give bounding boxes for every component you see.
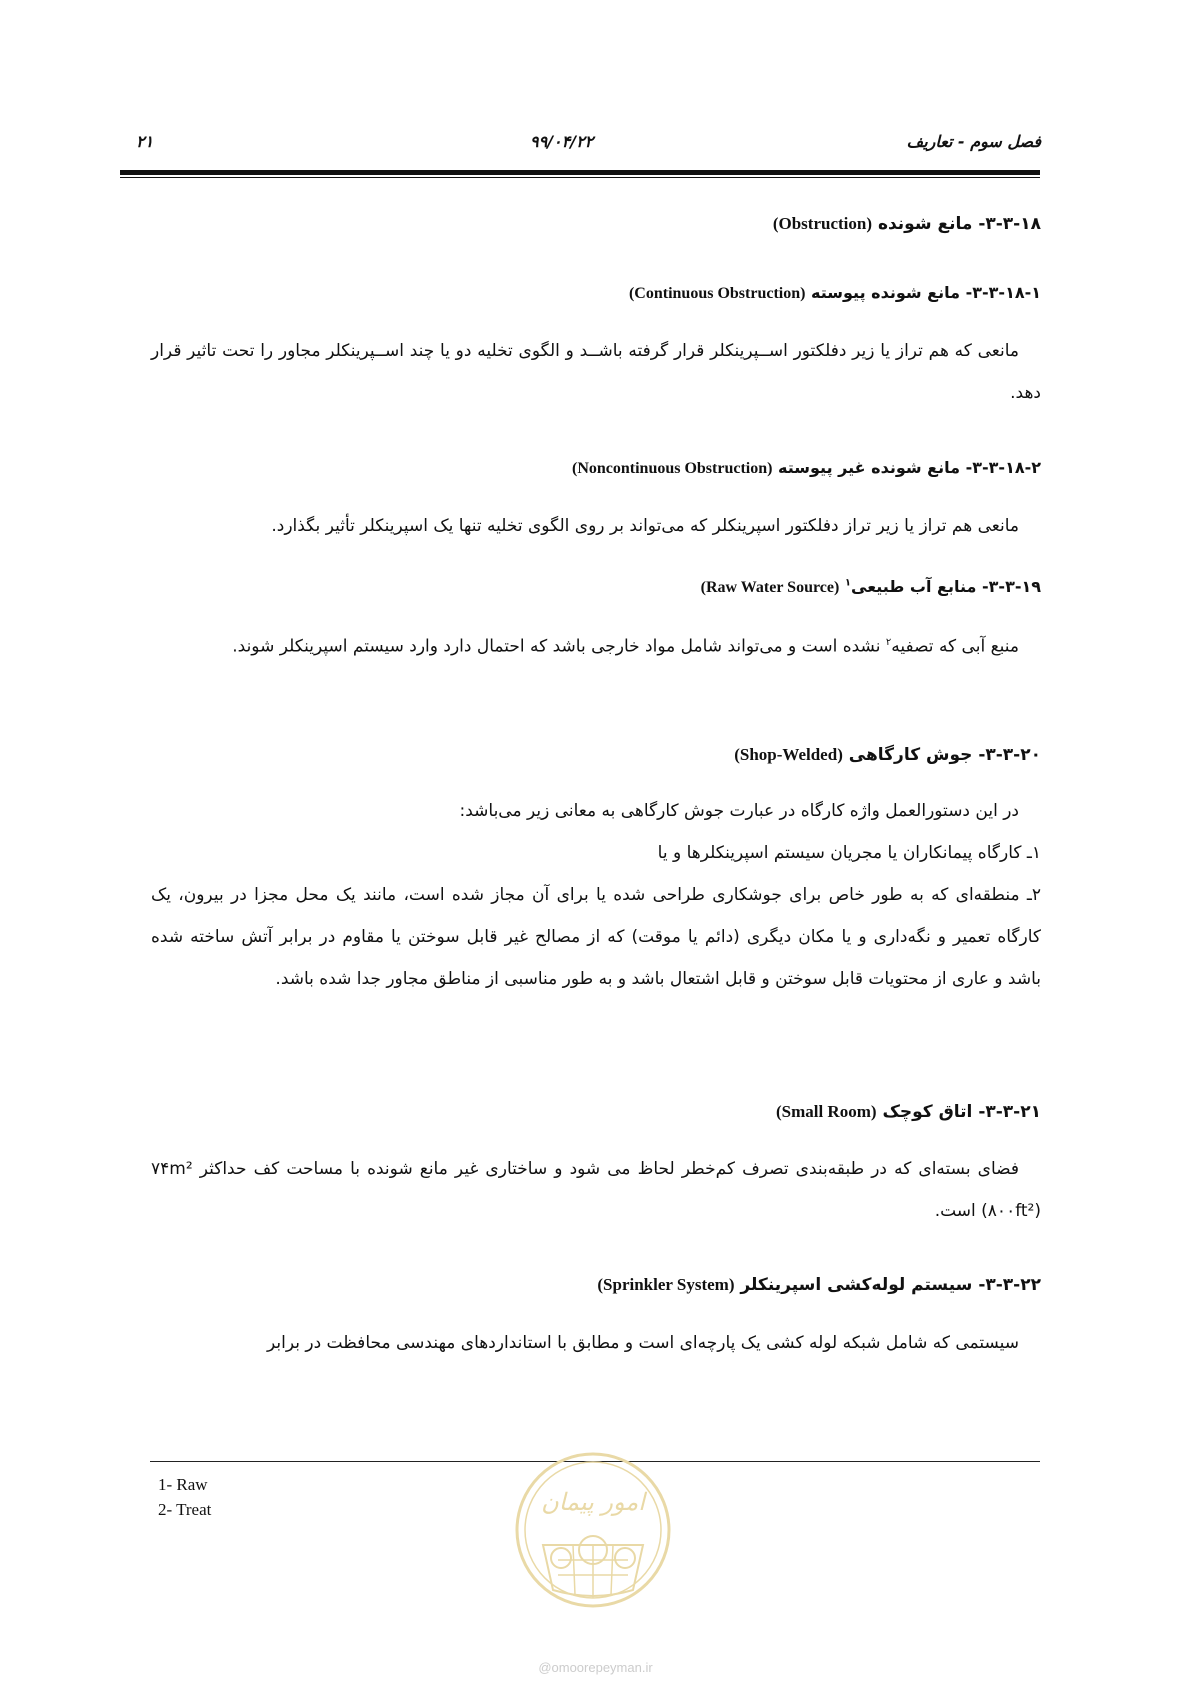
heading-title: مانع شونده	[877, 214, 973, 234]
heading-english: (Continuous Obstruction)	[628, 285, 806, 302]
heading-english: (Raw Water Source)	[700, 579, 840, 596]
chapter-title: فصل سوم - تعاریف	[906, 132, 1041, 151]
header-rule-thin	[120, 177, 1040, 178]
heading-number: ۳-۳-۲۰-	[978, 745, 1041, 765]
paragraph-sprinkler-system: سیستمی که شامل شبکه لوله کشی یک پارچه‌ای است و مطابق با استانداردهای مهندسی محافظت در برابر	[267, 1333, 1019, 1353]
heading-english: (Obstruction)	[772, 214, 873, 233]
footnote-2: 2- Treat	[158, 1500, 212, 1519]
footnote-ref-2: ۲	[885, 637, 892, 648]
heading-number: ۳-۳-۱۸-	[978, 214, 1041, 234]
list-item-2: ۲ـ منطقه‌ای که به طور خاص برای جوشکاری طراحی شده یا برای آن مجاز شده است، مانند یک محل مجزا در بیرون، یک کارگاه تعمیر و نگه‌داری و یا مکان دیگری (دائم یا موقت) که از مصالح غیر قابل سوختن یا مقاوم در برابر آتش ساخته شده باشد و عاری از محتویات قابل سوختن و قابل اشتعال باشد و به طور مناسبی از مناطق مجاور جدا شده باشد.	[151, 885, 1041, 989]
heading-small-room	[151, 1102, 1041, 1122]
heading-title: سیستم لوله‌کشی اسپرینکلر	[740, 1275, 973, 1295]
heading-number: ۳-۳-۱۹-	[982, 577, 1041, 596]
heading-number: ۳-۳-۱۸-۱-	[965, 283, 1041, 302]
heading-title: مانع شونده غیر پیوسته	[778, 458, 961, 477]
heading-obstruction	[151, 214, 1041, 234]
svg-text:امور پیمان: امور پیمان	[541, 1488, 645, 1516]
heading-continuous-obstruction	[151, 283, 1041, 303]
heading-raw-water-source	[151, 577, 1041, 597]
heading-title: مانع شونده پیوسته	[811, 283, 961, 302]
paragraph-shop-welded-intro: در این دستورالعمل واژه کارگاه در عبارت جوش کارگاهی به معانی زیر می‌باشد:	[459, 801, 1019, 821]
footnote-1: 1- Raw	[158, 1475, 208, 1494]
area-value: ۷۴m² (۸۰۰ft²)	[151, 1159, 1041, 1221]
heading-english: (Sprinkler System)	[597, 1275, 735, 1294]
heading-english: (Noncontinuous Obstruction)	[571, 460, 773, 477]
heading-title: منابع آب طبیعی	[851, 577, 977, 596]
heading-title: اتاق کوچک	[882, 1102, 973, 1122]
heading-english: (Shop-Welded)	[734, 745, 843, 764]
seal-watermark-icon	[513, 1450, 673, 1610]
heading-title: جوش کارگاهی	[848, 745, 973, 765]
heading-english: (Small Room)	[775, 1102, 877, 1121]
header-rule-thick	[120, 170, 1040, 175]
page-number: ۲۱	[136, 132, 154, 151]
paragraph-part: فضای بسته‌ای که در طبقه‌بندی تصرف کم‌خطر لحاظ می شود و ساختاری غیر مانع شونده با مساحت کف حداکثر	[192, 1159, 1019, 1179]
paragraph-part: منبع آبی که تصفیه	[891, 636, 1019, 657]
heading-shop-welded	[151, 745, 1041, 765]
paragraph-small-room	[151, 1148, 1041, 1232]
watermark-site: @omoorepeyman.ir	[538, 1660, 653, 1675]
heading-number: ۳-۳-۲۱-	[978, 1102, 1041, 1122]
footnote-ref-1: ۱	[844, 577, 851, 589]
document-date: ۹۹/۰۴/۲۲	[530, 132, 594, 151]
heading-noncontinuous-obstruction	[151, 458, 1041, 478]
paragraph-part: نشده است و می‌تواند شامل مواد خارجی باشد که احتمال دارد وارد سیستم اسپرینکلر شوند.	[232, 636, 886, 657]
heading-number: ۳-۳-۱۸-۲-	[965, 458, 1041, 477]
paragraph-raw-water-source	[151, 622, 1041, 668]
paragraph-part: است.	[934, 1201, 982, 1221]
heading-sprinkler-system	[151, 1275, 1041, 1295]
paragraph-continuous-obstruction: مانعی که هم تراز یا زیر دفلکتور اســپرینکلر قرار گرفته باشــد و الگوی تخلیه دو یا چند اســپرینکلر مجاور را تحت تاثیر قرار دهد.	[151, 341, 1041, 403]
list-item-1: ۱ـ کارگاه پیمانکاران یا مجریان سیستم اسپرینکلرها و یا	[657, 843, 1041, 863]
heading-number: ۳-۳-۲۲-	[978, 1275, 1041, 1295]
paragraph-noncontinuous-obstruction: مانعی هم تراز یا زیر تراز دفلکتور اسپرینکلر که می‌تواند بر روی الگوی تخلیه تنها یک اسپرینکلر تأثیر بگذارد.	[271, 516, 1019, 536]
